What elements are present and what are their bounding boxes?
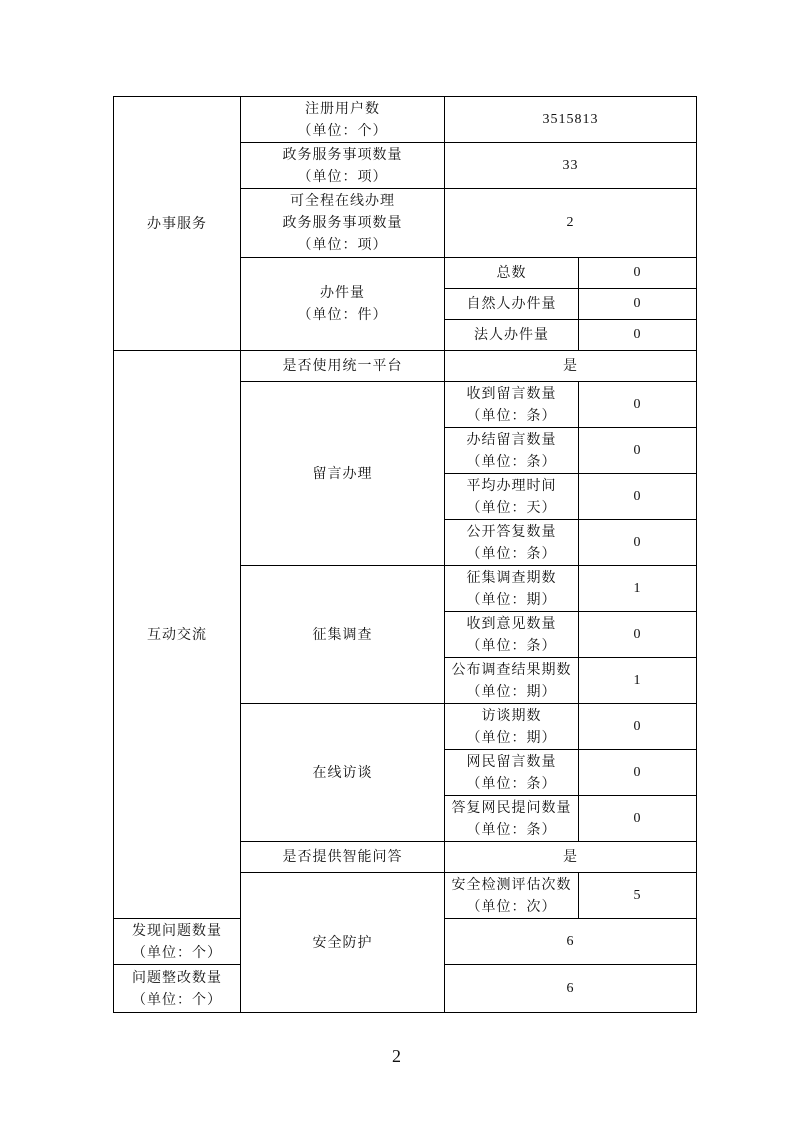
label-messages-avg-time: 平均办理时间 （单位：天） <box>445 474 579 520</box>
value-unified-platform: 是 <box>445 351 697 382</box>
label-interview-issues: 访谈期数 （单位：期） <box>445 704 579 750</box>
value-interview-issues: 0 <box>579 704 697 750</box>
label-survey-opinions: 收到意见数量 （单位：条） <box>445 612 579 658</box>
value-cases-natural-person: 0 <box>579 289 697 320</box>
label-unified-platform: 是否使用统一平台 <box>241 351 445 382</box>
label-survey-results: 公布调查结果期数 （单位：期） <box>445 658 579 704</box>
value-online-items: 2 <box>445 189 697 258</box>
label-problems-fixed: 问题整改数量 （单位：个） <box>114 965 241 1013</box>
value-cases-total: 0 <box>579 258 697 289</box>
statistics-table <box>113 96 697 1013</box>
table-row <box>114 351 697 382</box>
label-survey-issues: 征集调查期数 （单位：期） <box>445 566 579 612</box>
value-registered-users: 3515813 <box>445 97 697 143</box>
label-messages: 留言办理 <box>241 382 445 566</box>
value-messages-public-replies: 0 <box>579 520 697 566</box>
value-survey-opinions: 0 <box>579 612 697 658</box>
value-survey-results: 1 <box>579 658 697 704</box>
label-interview-messages: 网民留言数量 （单位：条） <box>445 750 579 796</box>
value-survey-issues: 1 <box>579 566 697 612</box>
category-security: 安全防护 <box>241 873 445 1013</box>
value-problems-found: 6 <box>445 919 697 965</box>
value-problems-fixed: 6 <box>445 965 697 1013</box>
value-smart-qa: 是 <box>445 842 697 873</box>
label-cases-total: 总数 <box>445 258 579 289</box>
label-service-items: 政务服务事项数量 （单位：项） <box>241 143 445 189</box>
label-online-items: 可全程在线办理 政务服务事项数量 （单位：项） <box>241 189 445 258</box>
label-registered-users: 注册用户数 （单位：个） <box>241 97 445 143</box>
value-security-checks: 5 <box>579 873 697 919</box>
label-cases-legal-person: 法人办件量 <box>445 320 579 351</box>
value-interview-messages: 0 <box>579 750 697 796</box>
page-number: 2 <box>392 1046 401 1066</box>
label-interview-replies: 答复网民提问数量 （单位：条） <box>445 796 579 842</box>
label-interview: 在线访谈 <box>241 704 445 842</box>
label-problems-found: 发现问题数量 （单位：个） <box>114 919 241 965</box>
label-messages-closed: 办结留言数量 （单位：条） <box>445 428 579 474</box>
value-messages-received: 0 <box>579 382 697 428</box>
label-messages-public-replies: 公开答复数量 （单位：条） <box>445 520 579 566</box>
label-survey: 征集调查 <box>241 566 445 704</box>
label-cases-natural-person: 自然人办件量 <box>445 289 579 320</box>
category-service: 办事服务 <box>114 97 241 351</box>
label-smart-qa: 是否提供智能问答 <box>241 842 445 873</box>
value-messages-closed: 0 <box>579 428 697 474</box>
value-interview-replies: 0 <box>579 796 697 842</box>
table-row <box>114 97 697 143</box>
value-service-items: 33 <box>445 143 697 189</box>
value-cases-legal-person: 0 <box>579 320 697 351</box>
label-messages-received: 收到留言数量 （单位：条） <box>445 382 579 428</box>
label-security-checks: 安全检测评估次数 （单位：次） <box>445 873 579 919</box>
value-messages-avg-time: 0 <box>579 474 697 520</box>
category-interaction: 互动交流 <box>114 351 241 919</box>
label-cases: 办件量 （单位：件） <box>241 258 445 351</box>
